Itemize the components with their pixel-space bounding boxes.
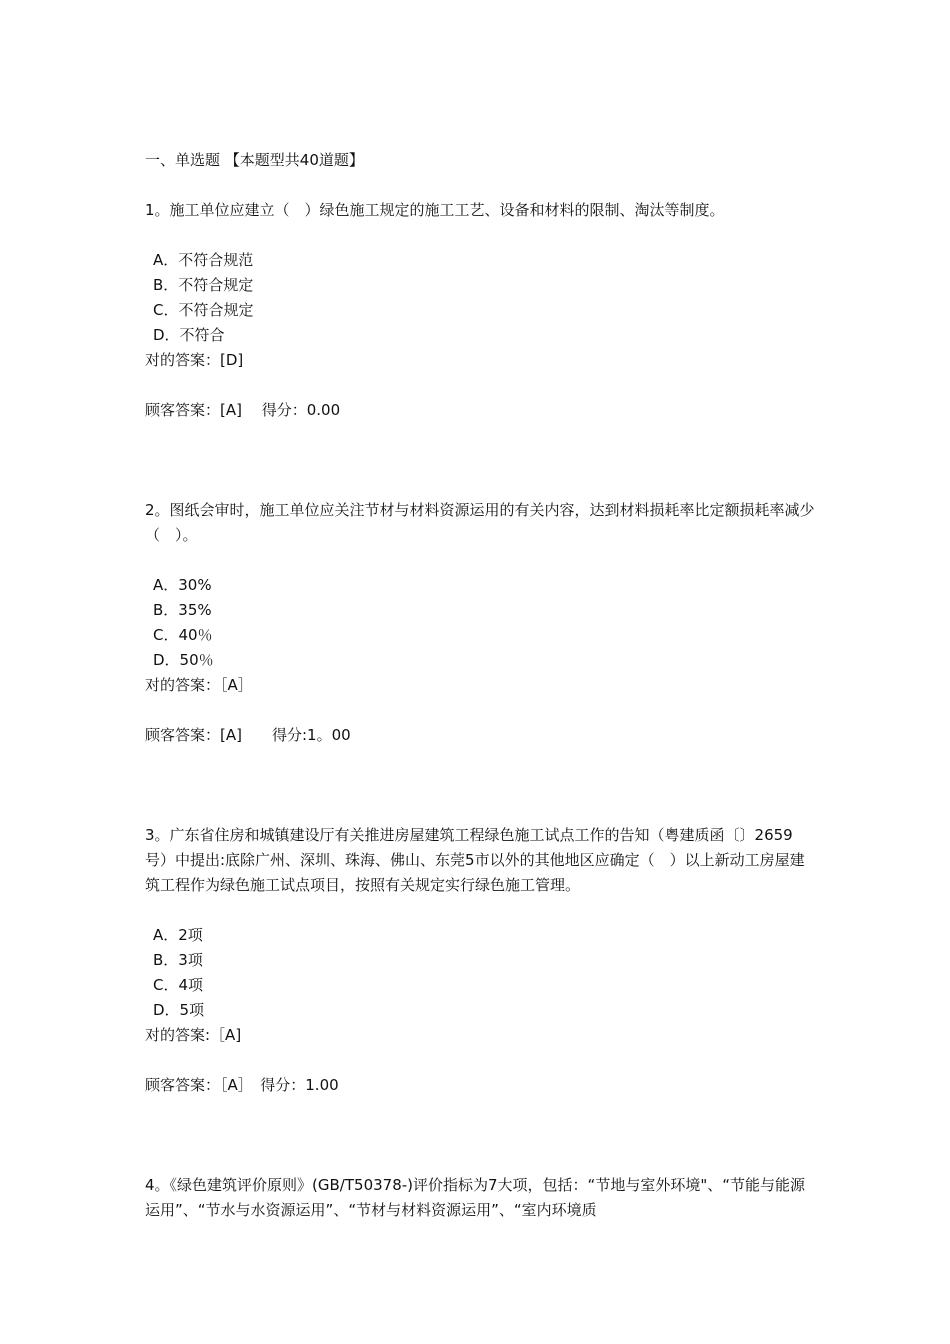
user-answer-score: 顾客答案：[A] 得分:1。00	[145, 726, 351, 744]
correct-answer: 对的答案：［A］	[145, 676, 253, 694]
question-stem: 4。《绿色建筑评价原则》(GB/T50378-)评价指标为7大项，包括：“节地与室外环境"、“节能与能源运用”、“节水与水资源运用”、“节材与材料资源运用”、“室内环境质	[145, 1176, 805, 1219]
correct-answer: 对的答案:［A]	[145, 1026, 242, 1044]
option-c: C．不符合规定	[153, 301, 254, 319]
option-d: D．5项	[153, 1001, 205, 1019]
spacer	[145, 1098, 815, 1173]
option-a: A．2项	[153, 926, 203, 944]
question-stem: 3。广东省住房和城镇建设厅有关推进房屋建筑工程绿色施工试点工作的告知（粤建质函〔〕2659号）中提出:底除广州、深圳、珠海、佛山、东莞5市以外的其他地区应确定（ ）以上新动工房屋建筑工程作为绿色施工试点项目，按照有关规定实行绿色施工管理。	[145, 826, 805, 894]
spacer	[145, 423, 815, 498]
option-d: D．不符合	[153, 326, 225, 344]
option-c: C．4项	[153, 976, 204, 994]
option-a: A．不符合规范	[153, 251, 254, 269]
question-stem: 2。图纸会审时，施工单位应关注节材与材料资源运用的有关内容，达到材料损耗率比定额损耗率减少（ ）。	[145, 501, 815, 544]
option-b: B．不符合规定	[153, 276, 254, 294]
option-d: D．50％	[153, 651, 214, 669]
section-title: 一、单选题 【本题型共40道题】	[145, 151, 364, 169]
option-a: A．30%	[153, 576, 212, 594]
option-list	[145, 573, 815, 673]
user-answer-score: 顾客答案：[A] 得分：0.00	[145, 401, 341, 419]
question-2	[145, 498, 815, 748]
option-list	[145, 248, 815, 348]
option-b: B．3项	[153, 951, 203, 969]
question-stem: 1。施工单位应建立（ ）绿色施工规定的施工工艺、设备和材料的限制、淘汰等制度。	[145, 201, 725, 219]
correct-answer: 对的答案：[D]	[145, 351, 244, 369]
spacer	[145, 748, 815, 823]
option-list	[145, 923, 815, 1023]
question-1	[145, 198, 815, 423]
user-answer-score: 顾客答案：［A］ 得分：1.00	[145, 1076, 339, 1094]
question-4	[145, 1173, 815, 1223]
question-3	[145, 823, 815, 1098]
option-c: C．40％	[153, 626, 213, 644]
option-b: B．35%	[153, 601, 212, 619]
document-page	[145, 148, 815, 1248]
